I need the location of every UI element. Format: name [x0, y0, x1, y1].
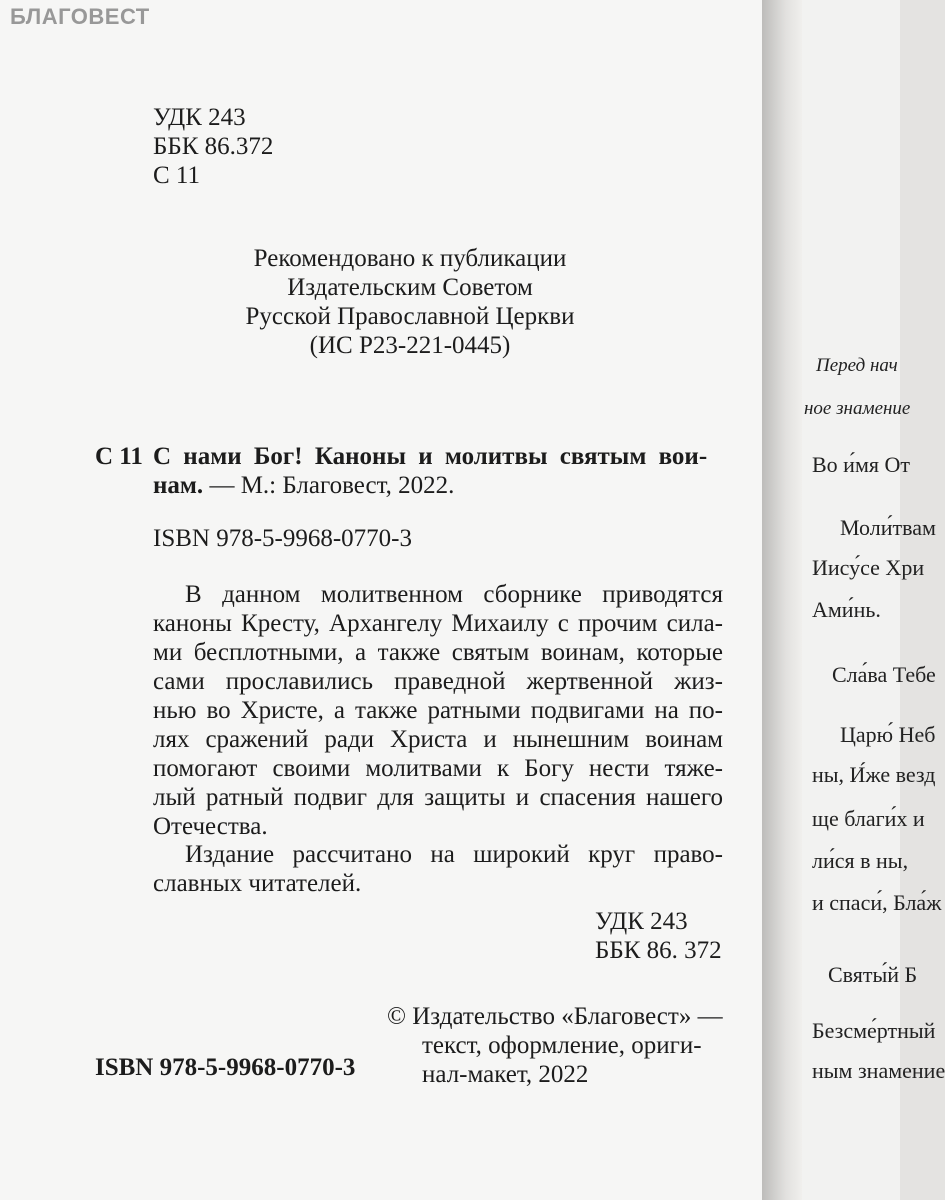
approval-line: Русской Православной Церкви — [245, 303, 575, 330]
approval-line: Рекомендовано к публикации — [253, 245, 567, 272]
copyright-block — [387, 1002, 723, 1089]
right-page-fragment: Во и́мя От — [812, 452, 910, 477]
audience-line: славных читателей. — [153, 870, 362, 897]
watermark: БЛАГОВЕСТ — [10, 4, 150, 29]
classification-codes — [153, 103, 273, 190]
udk-code: УДК 243 — [153, 104, 246, 131]
abstract-line: В данном молитвенном сборнике приводятся — [185, 581, 723, 608]
right-page-fragment: ное знамение — [804, 398, 911, 419]
abstract-line: каноны Кресту, Архангелу Михаилу с прочим сила- — [153, 610, 723, 637]
right-page-fragment: Иису́се Хри — [812, 555, 925, 580]
isbn: ISBN 978-5-9968-0770-3 — [153, 525, 413, 552]
right-page-fragment: ли́ся в ны, — [812, 848, 909, 873]
abstract-line: нью во Христе, а также ратными подвигами на по- — [153, 697, 723, 724]
right-page-fragment: ще благи́х и — [812, 806, 925, 831]
right-page-fragment: Ами́нь. — [812, 597, 881, 622]
right-page-fragment: ны, И́же везд — [812, 762, 936, 787]
right-page-fragment: и спаси́, Бла́ж — [812, 890, 942, 915]
right-page-fragment: Святы́й Б — [828, 962, 918, 987]
abstract-line: Отечества. — [153, 813, 268, 840]
book-title-end: нам. — [153, 472, 204, 499]
right-page — [802, 0, 945, 1200]
classification-codes-bottom — [595, 907, 722, 965]
author-mark: С 11 — [153, 162, 200, 189]
right-page-fragment: Безсме́ртный — [812, 1018, 936, 1043]
abstract-line: лях сражений ради Христа и нынешним воинам — [153, 726, 723, 753]
right-page-fragment: Сла́ва Тебе — [832, 662, 936, 687]
copyright-line: © Издательство «Благовест» — — [387, 1003, 723, 1030]
approval-number: (ИС Р23-221-0445) — [309, 332, 511, 359]
book-title-line1: С нами Бог! Каноны и молитвы святым вои- — [153, 443, 708, 470]
approval-block — [200, 244, 620, 360]
abstract-line: помогают своими молитвами к Богу нести тяже- — [153, 755, 723, 782]
right-page-fragment: ным знамение — [812, 1058, 945, 1083]
isbn-bottom: ISBN 978-5-9968-0770-3 — [95, 1054, 356, 1081]
bbk-code: ББК 86.372 — [153, 133, 274, 160]
copyright-line: текст, оформление, ориги- — [422, 1032, 702, 1059]
abstract-line: ми бесплотными, а также святым воинам, которые — [153, 639, 723, 666]
approval-line: Издательским Советом — [287, 274, 533, 301]
udk-code: УДК 243 — [595, 908, 688, 935]
imprint: — М.: Благовест, 2022. — [203, 472, 455, 499]
audience-note — [153, 840, 723, 898]
audience-line: Издание рассчитано на широкий круг право- — [185, 841, 723, 868]
book-title-line2 — [153, 471, 454, 500]
abstract-line: лый ратный подвиг для защиты и спасения нашего — [153, 784, 723, 811]
right-page-fragment: Перед нач — [816, 355, 898, 376]
entry-code: С 11 — [95, 443, 143, 470]
copyright-line: нал-макет, 2022 — [422, 1061, 589, 1088]
abstract-line: сами прославились праведной жертвенной жиз- — [153, 668, 723, 695]
right-page-fragment: Царю́ Неб — [840, 722, 936, 747]
book-gutter — [762, 0, 802, 1200]
right-page-fragment: Моли́твам — [840, 515, 936, 540]
abstract — [153, 580, 723, 841]
bbk-code: ББК 86. 372 — [595, 937, 722, 964]
